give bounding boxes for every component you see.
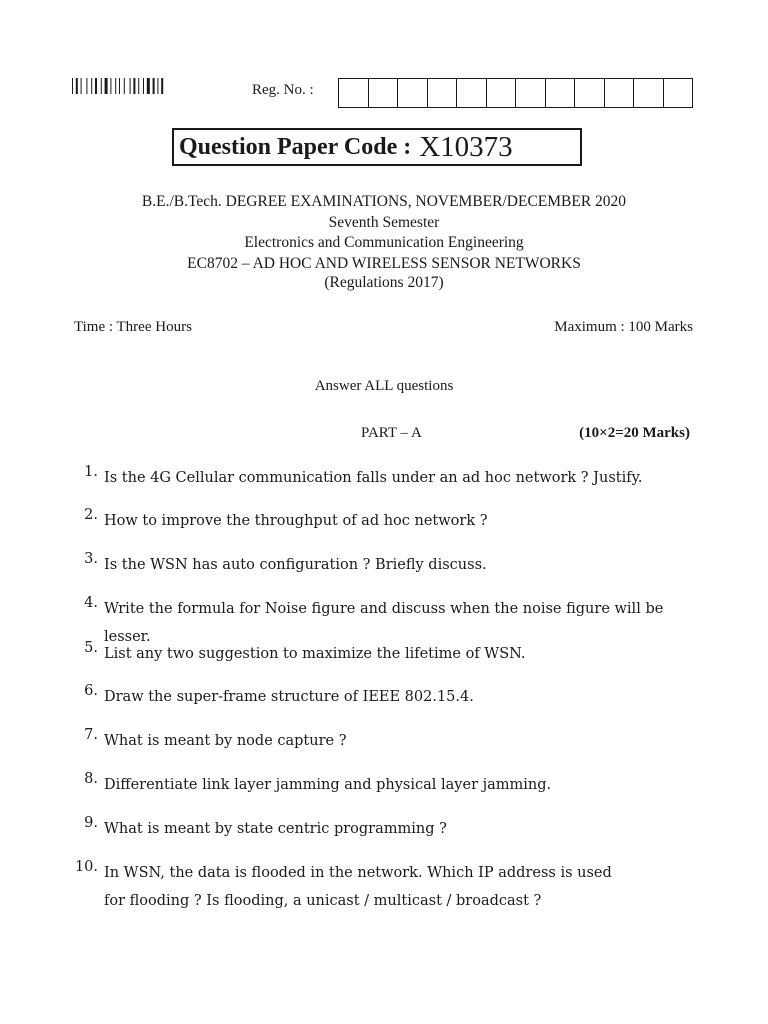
question-number: 10. [74,859,98,875]
reg-no-digit-box[interactable] [575,79,605,107]
barcode-bar [130,78,131,94]
question-text: What is meant by state centric programming ? [104,821,447,837]
question-text: Draw the super-frame structure of IEEE 802.15.4. [104,689,474,705]
question-item [74,464,694,492]
barcode-bar [101,78,102,94]
reg-no-digit-box[interactable] [516,79,546,107]
barcode-bar [105,78,108,94]
reg-no-digit-box[interactable] [605,79,635,107]
question-item [74,859,634,915]
question-number: 5. [84,640,98,656]
question-number: 7. [84,727,98,743]
question-item [74,507,694,535]
question-text: Is the WSN has auto configuration ? Briefly discuss. [104,557,487,573]
barcode-bar [138,78,139,94]
question-item [74,683,694,711]
reg-no-digit-box[interactable] [664,79,693,107]
time-label: Time : Three Hours [74,319,192,335]
reg-no-label: Reg. No. : [252,82,314,98]
answer-all-instruction: Answer ALL questions [314,378,454,394]
question-number: 9. [84,815,98,831]
reg-no-digit-box[interactable] [634,79,664,107]
exam-title: B.E./B.Tech. DEGREE EXAMINATIONS, NOVEMBER/DECEMBER 2020 [141,193,627,210]
question-item [74,551,694,579]
question-item [74,771,694,799]
reg-no-digit-box[interactable] [398,79,428,107]
semester-line: Seventh Semester [328,214,440,231]
question-item [74,640,694,668]
question-text: What is meant by node capture ? [104,733,347,749]
question-number: 8. [84,771,98,787]
barcode-bar [124,78,125,94]
question-text: How to improve the throughput of ad hoc network ? [104,513,488,529]
barcode-bar [153,78,155,94]
barcode-bar [147,78,150,94]
reg-no-digit-box[interactable] [546,79,576,107]
barcode-bar [81,78,82,94]
reg-no-digit-box[interactable] [487,79,517,107]
barcode-bar [133,78,135,94]
reg-no-digit-box[interactable] [369,79,399,107]
question-item [74,815,694,843]
barcode-bar [161,78,163,94]
barcode-bar [143,78,144,94]
reg-no-digit-box[interactable] [339,79,369,107]
barcode-bar [72,78,73,94]
barcode-bar [86,78,87,94]
question-number: 1. [84,464,98,480]
reg-no-digit-box[interactable] [457,79,487,107]
department-line: Electronics and Communication Engineering [244,234,524,251]
question-text: Write the formula for Noise figure and discuss when the noise figure will be lesser. [104,601,664,645]
barcode-bar [119,78,120,94]
barcode-bar [91,78,92,94]
question-text: Differentiate link layer jamming and physical layer jamming. [104,777,552,793]
barcode-bar [115,78,116,94]
question-number: 2. [84,507,98,523]
barcode-bar [76,78,78,94]
regulations-line: (Regulations 2017) [324,274,444,291]
question-paper-code-box [172,128,582,166]
question-text: List any two suggestion to maximize the lifetime of WSN. [104,646,526,662]
question-text: Is the 4G Cellular communication falls under an ad hoc network ? Justify. [104,470,643,486]
part-heading: PART – A [361,425,422,441]
course-line: EC8702 – AD HOC AND WIRELESS SENSOR NETWORKS [187,255,581,272]
barcode-image [72,78,188,94]
reg-no-digit-box[interactable] [428,79,458,107]
question-paper-code-value: X10373 [419,130,513,163]
question-number: 4. [84,595,98,611]
question-number: 3. [84,551,98,567]
reg-no-boxes[interactable] [338,78,693,108]
question-text: In WSN, the data is flooded in the network. Which IP address is used for flooding ? Is flooding, a unicast / multicast / broadcast ? [104,865,612,909]
question-paper-code-label: Question Paper Code : [179,133,412,160]
max-marks-label: Maximum : 100 Marks [554,319,693,335]
question-item [74,727,694,755]
part-marks: (10×2=20 Marks) [579,425,690,441]
barcode-bar [95,78,97,94]
barcode-bar [110,78,111,94]
question-number: 6. [84,683,98,699]
barcode-bar [157,78,158,94]
